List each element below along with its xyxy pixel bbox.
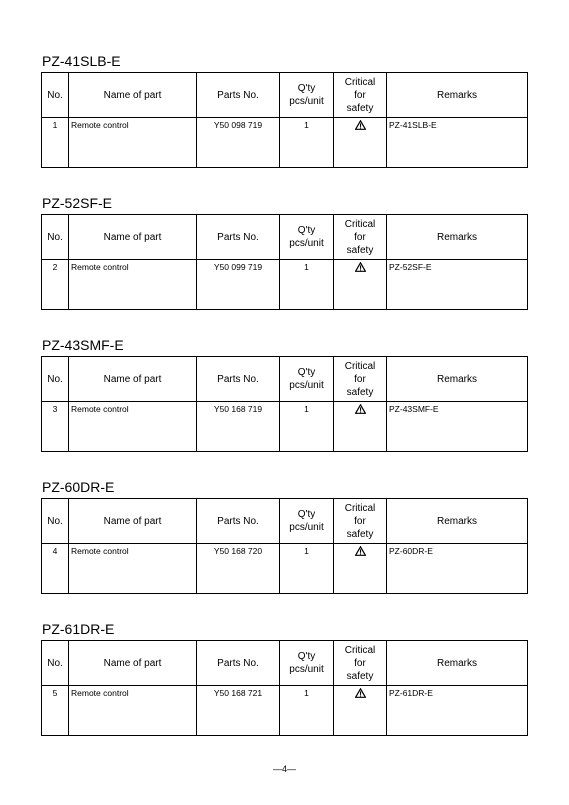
header-qty (280, 357, 334, 402)
parts-section-5 (41, 621, 527, 736)
parts-table (41, 498, 528, 594)
header-name: Name of part (69, 499, 197, 544)
header-name: Name of part (69, 215, 197, 260)
cell-parts-no: Y50 098 719 (197, 118, 280, 168)
header-remarks: Remarks (387, 499, 528, 544)
parts-section-2 (41, 195, 527, 310)
model-title: PZ-61DR-E (42, 621, 115, 637)
header-critical (334, 215, 387, 260)
header-critical (334, 641, 387, 686)
header-qty-line2: pcs/unit (289, 96, 324, 107)
header-remarks: Remarks (387, 215, 528, 260)
table-row (42, 118, 528, 168)
header-qty-line2: pcs/unit (289, 238, 324, 249)
header-crit-line1: Critical (344, 644, 376, 656)
header-no: No. (42, 499, 69, 544)
header-qty-line1: Q'ty (297, 225, 316, 236)
header-remarks: Remarks (387, 357, 528, 402)
header-crit-line1: Critical (344, 502, 376, 514)
header-row (42, 357, 528, 402)
cell-no: 2 (42, 260, 69, 310)
header-no: No. (42, 73, 69, 118)
header-remarks: Remarks (387, 641, 528, 686)
header-crit-line2: for (354, 657, 366, 669)
header-no: No. (42, 215, 69, 260)
header-qty-line1: Q'ty (297, 367, 316, 378)
cell-qty: 1 (280, 686, 334, 736)
cell-parts-no: Y50 168 719 (197, 402, 280, 452)
cell-remarks: PZ-41SLB-E (387, 118, 528, 168)
header-qty-line1: Q'ty (297, 83, 316, 94)
header-row (42, 641, 528, 686)
warning-triangle-icon (355, 262, 366, 272)
cell-parts-no: Y50 168 721 (197, 686, 280, 736)
header-qty-line2: pcs/unit (289, 522, 324, 533)
table-row (42, 686, 528, 736)
cell-remarks: PZ-61DR-E (387, 686, 528, 736)
cell-name: Remote control (69, 402, 197, 452)
parts-table (41, 72, 528, 168)
header-crit-line2: for (354, 373, 366, 385)
parts-table (41, 640, 528, 736)
header-qty-line2: pcs/unit (289, 380, 324, 391)
header-qty (280, 215, 334, 260)
cell-no: 4 (42, 544, 69, 594)
header-qty (280, 499, 334, 544)
header-qty-line2: pcs/unit (289, 664, 324, 675)
header-qty-line1: Q'ty (297, 509, 316, 520)
header-parts-no: Parts No. (197, 215, 280, 260)
cell-no: 5 (42, 686, 69, 736)
cell-qty: 1 (280, 402, 334, 452)
cell-no: 1 (42, 118, 69, 168)
page-number: —4— (272, 764, 296, 774)
header-crit-line3: safety (346, 670, 374, 682)
warning-triangle-icon (355, 546, 366, 556)
header-qty (280, 641, 334, 686)
cell-no: 3 (42, 402, 69, 452)
header-remarks: Remarks (387, 73, 528, 118)
header-qty (280, 73, 334, 118)
header-row (42, 215, 528, 260)
parts-table (41, 356, 528, 452)
header-crit-line3: safety (346, 102, 374, 114)
cell-name: Remote control (69, 544, 197, 594)
parts-section-3 (41, 337, 527, 452)
model-title: PZ-52SF-E (42, 195, 113, 211)
cell-parts-no: Y50 099 719 (197, 260, 280, 310)
model-title: PZ-43SMF-E (42, 337, 124, 353)
table-row (42, 544, 528, 594)
header-crit-line3: safety (346, 528, 374, 540)
table-row (42, 402, 528, 452)
model-title: PZ-41SLB-E (42, 53, 121, 69)
header-crit-line1: Critical (344, 76, 376, 88)
header-crit-line2: for (354, 231, 366, 243)
header-row (42, 73, 528, 118)
parts-table (41, 214, 528, 310)
warning-triangle-icon (355, 688, 366, 698)
header-name: Name of part (69, 641, 197, 686)
table-row (42, 260, 528, 310)
cell-remarks: PZ-43SMF-E (387, 402, 528, 452)
header-parts-no: Parts No. (197, 73, 280, 118)
warning-triangle-icon (355, 404, 366, 414)
header-crit-line1: Critical (344, 360, 376, 372)
model-title: PZ-60DR-E (42, 479, 115, 495)
header-qty-line1: Q'ty (297, 651, 316, 662)
cell-parts-no: Y50 168 720 (197, 544, 280, 594)
warning-triangle-icon (355, 120, 366, 130)
cell-remarks: PZ-60DR-E (387, 544, 528, 594)
cell-critical (334, 260, 387, 310)
header-name: Name of part (69, 73, 197, 118)
header-name: Name of part (69, 357, 197, 402)
header-crit-line1: Critical (344, 218, 376, 230)
cell-name: Remote control (69, 118, 197, 168)
cell-critical (334, 118, 387, 168)
header-parts-no: Parts No. (197, 357, 280, 402)
cell-critical (334, 402, 387, 452)
cell-qty: 1 (280, 544, 334, 594)
header-parts-no: Parts No. (197, 499, 280, 544)
parts-section-4 (41, 479, 527, 594)
cell-qty: 1 (280, 260, 334, 310)
header-critical (334, 73, 387, 118)
header-crit-line3: safety (346, 386, 374, 398)
cell-critical (334, 686, 387, 736)
header-parts-no: Parts No. (197, 641, 280, 686)
cell-name: Remote control (69, 260, 197, 310)
header-critical (334, 499, 387, 544)
cell-remarks: PZ-52SF-E (387, 260, 528, 310)
cell-critical (334, 544, 387, 594)
header-crit-line3: safety (346, 244, 374, 256)
header-crit-line2: for (354, 89, 366, 101)
header-no: No. (42, 357, 69, 402)
header-no: No. (42, 641, 69, 686)
header-crit-line2: for (354, 515, 366, 527)
cell-qty: 1 (280, 118, 334, 168)
header-row (42, 499, 528, 544)
parts-section-1 (41, 53, 527, 168)
cell-name: Remote control (69, 686, 197, 736)
header-critical (334, 357, 387, 402)
